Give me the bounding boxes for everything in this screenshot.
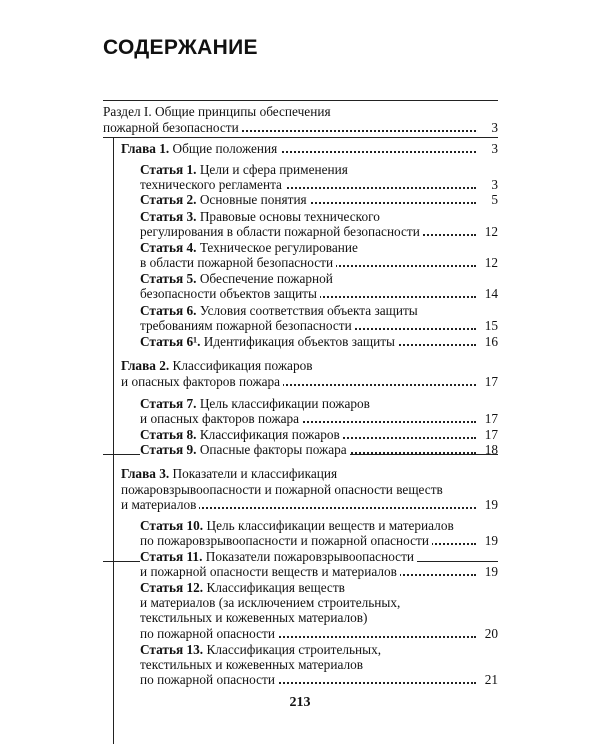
chapter3-title: Показатели и классификация <box>172 466 338 481</box>
toc-entry-article2 <box>103 192 498 208</box>
toc-entry-article3 <box>103 209 498 225</box>
page-number: 213 <box>289 695 311 710</box>
article-title-cont: и пожарной опасности веществ и материалов <box>140 564 400 580</box>
article-page: 20 <box>484 626 498 641</box>
article-page: 5 <box>491 192 498 207</box>
article-title: Показатели пожаровзрывоопасности <box>205 549 415 564</box>
article-page: 14 <box>484 286 498 301</box>
article-title-cont: по пожарной опасности <box>140 626 278 642</box>
toc-entry-article6 <box>103 303 498 319</box>
toc-entry-article3-cont <box>103 224 498 240</box>
toc-entry-article12 <box>103 580 498 596</box>
article-label: Статья 1. <box>140 162 197 177</box>
toc-entry-article13-cont1 <box>103 657 498 673</box>
article-title: Идентификация объектов защиты <box>203 334 395 349</box>
toc-entry-chapter3-cont1 <box>103 482 498 498</box>
article-title-cont: текстильных и кожевенных материалов <box>140 657 366 673</box>
article-title-cont: требованиям пожарной безопасности <box>140 318 355 334</box>
toc-entry-article12-cont1 <box>103 595 498 611</box>
article-title-cont: и материалов (за исключением строительных, <box>140 595 403 611</box>
article-title: Техническое регулирование <box>199 240 358 255</box>
toc-entry-article12-cont3 <box>103 626 498 642</box>
toc-entry-article5-cont <box>103 286 498 302</box>
article-page: 17 <box>484 411 498 426</box>
section1-title-line2: пожарной безопасности <box>103 120 242 136</box>
article-label: Статья 11. <box>140 549 203 564</box>
chapter1-page: 3 <box>491 141 498 156</box>
toc-entry-chapter2 <box>103 358 498 374</box>
article-title-cont: и опасных факторов пожара <box>140 411 302 427</box>
article-page: 17 <box>484 427 498 442</box>
article-label: Статья 9. <box>140 442 197 457</box>
toc-entry-article4 <box>103 240 498 256</box>
chapter2-title: Классификация пожаров <box>172 358 313 373</box>
toc-entry-article10-cont <box>103 533 498 549</box>
toc-entry-chapter3-cont2 <box>103 497 498 513</box>
article-title-cont: технического регламента <box>140 177 285 193</box>
article-label: Статья 10. <box>140 518 204 533</box>
section-divider <box>103 100 498 101</box>
article-page: 12 <box>484 224 498 239</box>
toc-entry-article13-cont2 <box>103 672 498 688</box>
article-title-cont: в области пожарной безопасности <box>140 255 336 271</box>
section1-title-line1: Раздел I. Общие принципы обеспечения <box>103 104 334 120</box>
chapter1-label: Глава 1. <box>121 141 170 156</box>
article-title: Цели и сфера применения <box>199 162 348 177</box>
article-title: Классификация веществ <box>206 580 345 595</box>
chapter2-page: 17 <box>484 374 498 389</box>
article-label: Статья 4. <box>140 240 197 255</box>
article-label: Статья 3. <box>140 209 197 224</box>
article-label: Статья 12. <box>140 580 204 595</box>
article-label: Статья 5. <box>140 271 197 286</box>
article-title-cont: безопасности объектов защиты <box>140 286 320 302</box>
chapter3-label: Глава 3. <box>121 466 170 481</box>
toc-entry-chapter2-cont <box>103 374 498 390</box>
article-label: Статья 13. <box>140 642 204 657</box>
toc-entry-section1 <box>103 104 498 120</box>
toc-entry-article11-cont <box>103 564 498 580</box>
toc-entry-chapter1 <box>103 141 498 157</box>
article-title: Цель классификации пожаров <box>199 396 370 411</box>
article-page: 18 <box>484 442 498 457</box>
toc-entry-article10 <box>103 518 498 534</box>
toc-entry-article9 <box>103 442 498 458</box>
toc-entry-article6-cont <box>103 318 498 334</box>
toc-entry-article1-cont <box>103 177 498 193</box>
article-title-cont: текстильных и кожевенных материалов) <box>140 610 370 626</box>
article-title-cont: по пожаровзрывоопасности и пожарной опасности <box>140 533 432 549</box>
toc-entry-article7-cont <box>103 411 498 427</box>
toc-entry-article6-1 <box>103 334 498 350</box>
toc-entry-article4-cont <box>103 255 498 271</box>
chapter1-title: Общие положения <box>172 141 278 156</box>
article-page: 3 <box>491 177 498 192</box>
toc-entry-article12-cont2 <box>103 610 498 626</box>
article-page: 19 <box>484 533 498 548</box>
chapter2-title-cont: и опасных факторов пожара <box>121 374 283 390</box>
toc-entry-article1 <box>103 162 498 178</box>
article-title: Классификация пожаров <box>199 427 340 442</box>
article-page: 15 <box>484 318 498 333</box>
article-page: 21 <box>484 672 498 687</box>
toc-entry-article5 <box>103 271 498 287</box>
article-page: 19 <box>484 564 498 579</box>
chapter3-title-cont: пожаровзрывоопасности и пожарной опасности веществ <box>121 482 446 498</box>
toc-entry-section1-cont <box>103 120 498 136</box>
toc-entry-article13 <box>103 642 498 658</box>
article-title: Опасные факторы пожара <box>199 442 347 457</box>
chapter3-page: 19 <box>484 497 498 512</box>
article-title: Основные понятия <box>199 192 307 207</box>
article-page: 12 <box>484 255 498 270</box>
article-title: Цель классификации веществ и материалов <box>206 518 454 533</box>
section1-page: 3 <box>491 120 498 135</box>
article-title: Классификация строительных, <box>206 642 382 657</box>
article-label: Статья 6¹. <box>140 334 201 349</box>
toc-entry-chapter3 <box>103 466 498 482</box>
article-label: Статья 6. <box>140 303 197 318</box>
article-title-cont: по пожарной опасности <box>140 672 278 688</box>
article-page: 16 <box>484 334 498 349</box>
toc-entry-article8 <box>103 427 498 443</box>
article-label: Статья 2. <box>140 192 197 207</box>
toc-entry-article7 <box>103 396 498 412</box>
article-label: Статья 7. <box>140 396 197 411</box>
article-title: Условия соответствия объекта защиты <box>199 303 418 318</box>
toc-entry-article11 <box>103 549 498 565</box>
chapter2-label: Глава 2. <box>121 358 170 373</box>
article-title-cont: регулирования в области пожарной безопасности <box>140 224 423 240</box>
article-title: Обеспечение пожарной <box>199 271 333 286</box>
page-title: СОДЕРЖАНИЕ <box>103 36 258 59</box>
article-title: Правовые основы технического <box>199 209 380 224</box>
chapter3-title-cont: и материалов <box>121 497 199 513</box>
article-label: Статья 8. <box>140 427 197 442</box>
